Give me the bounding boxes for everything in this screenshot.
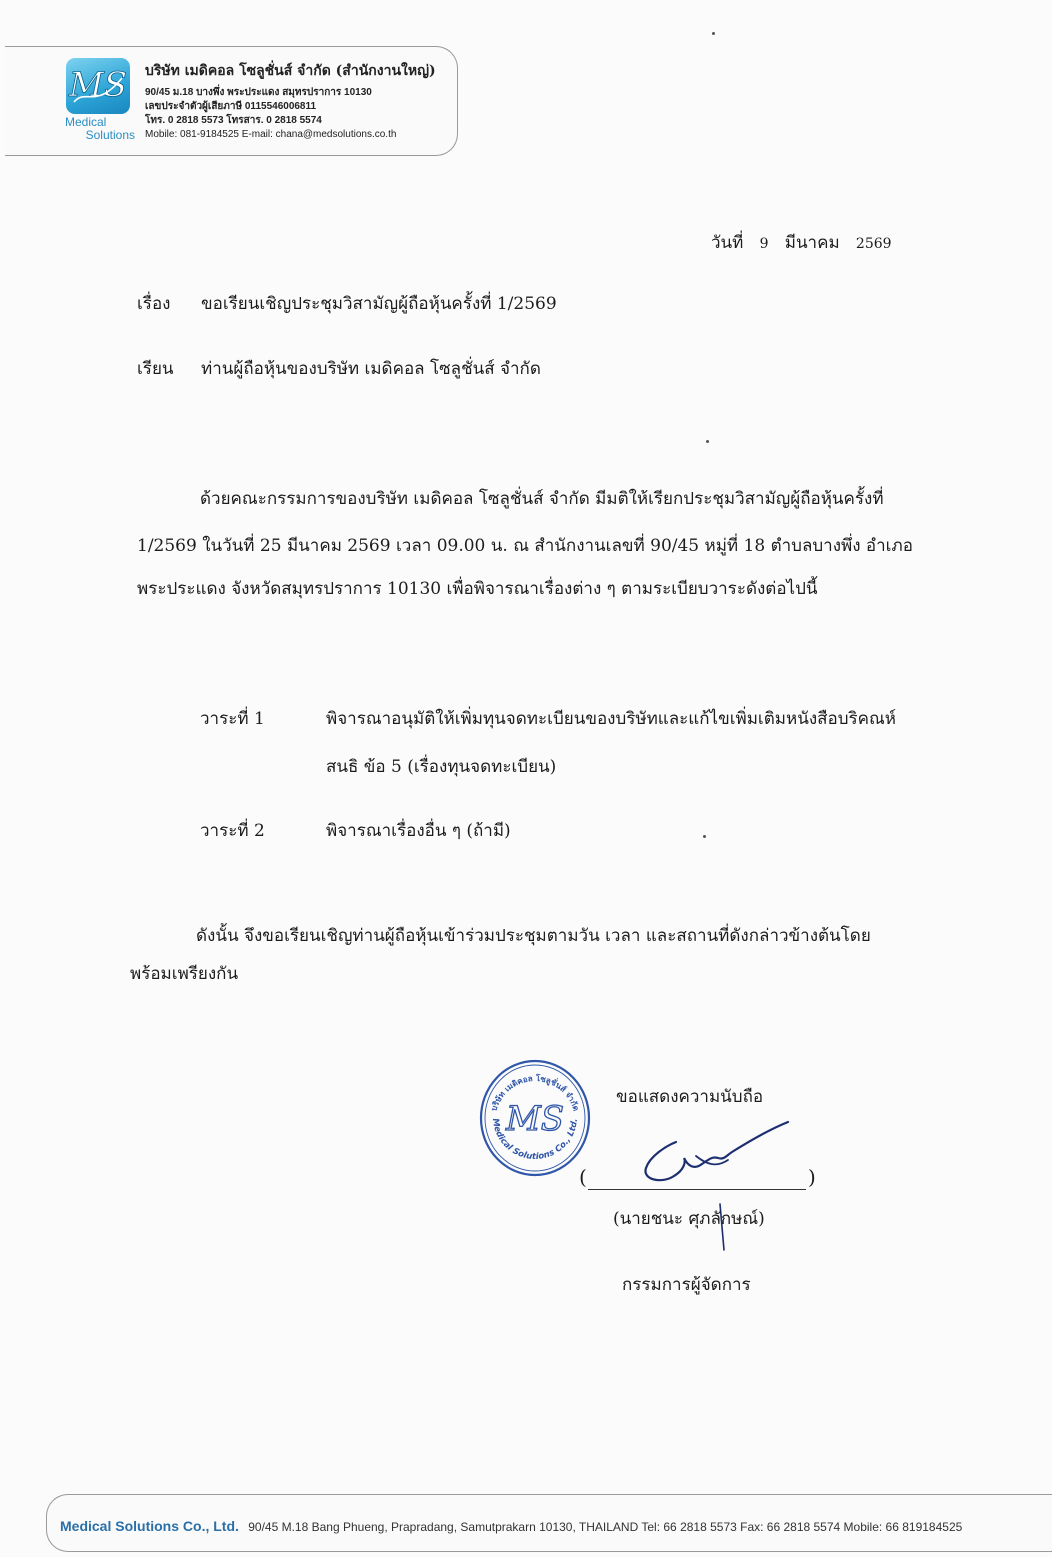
- logo-word-medical: Medical: [65, 115, 107, 129]
- footer: [60, 1518, 962, 1534]
- company-seal: [477, 1057, 593, 1179]
- svg-text:บริษัท เมดิคอล โซลูชั่นส์ จำกั: บริษัท เมดิคอล โซลูชั่นส์ จำกัด: [489, 1073, 581, 1113]
- letter-date: [711, 232, 892, 255]
- footer-details: 90/45 M.18 Bang Phueng, Prapradang, Samutprakarn 10130, THAILAND Tel: 66 2818 5573 Fax: 66 2818 5574 Mobile: 66 819184525: [248, 1520, 963, 1534]
- company-logo: [66, 58, 130, 114]
- date-month: มีนาคม: [784, 233, 840, 253]
- signer-name: (นายชนะ ศุภลักษณ์): [613, 1209, 765, 1229]
- scan-speck: [706, 440, 709, 443]
- body-paragraph-line-2: 1/2569 ในวันที่ 25 มีนาคม 2569 เวลา 09.00 น. ณ สำนักงานเลขที่ 90/45 หมู่ที่ 18 ตำบลบางพึ่ง อำเภอ: [137, 536, 913, 556]
- letterhead-address: 90/45 ม.18 บางพึ่ง พระประแดง สมุทรปราการ 10130: [145, 87, 372, 98]
- date-day: 9: [759, 236, 769, 252]
- scan-speck: [712, 32, 715, 35]
- body-paragraph-line-3: พระประแดง จังหวัดสมุทรปราการ 10130 เพื่อพิจารณาเรื่องต่าง ๆ ตามระเบียบวาระดังต่อไปนี้: [137, 579, 818, 599]
- closing-line-1: ดังนั้น จึงขอเรียนเชิญท่านผู้ถือหุ้นเข้าร่วมประชุมตามวัน เวลา และสถานที่ดังกล่าวข้างต้นโดย: [196, 926, 871, 946]
- signature-line: [588, 1189, 806, 1190]
- signature-paren-close: ): [808, 1165, 816, 1189]
- subject-text: ขอเรียนเชิญประชุมวิสามัญผู้ถือหุ้นครั้งที่ 1/2569: [201, 294, 557, 314]
- subject-label: เรื่อง: [137, 294, 171, 314]
- scan-speck: [703, 835, 706, 838]
- date-prefix: วันที่: [711, 233, 744, 253]
- recipient-label: เรียน: [137, 359, 174, 379]
- sincerely-text: ขอแสดงความนับถือ: [616, 1087, 764, 1107]
- footer-company: Medical Solutions Co., Ltd.: [60, 1518, 239, 1534]
- letterhead-mobile-email: Mobile: 081-9184525 E-mail: chana@medsolutions.co.th: [145, 129, 397, 140]
- recipient-text: ท่านผู้ถือหุ้นของบริษัท เมดิคอล โซลูชั่นส์ จำกัด: [201, 359, 541, 379]
- letterhead-phone-fax: โทร. 0 2818 5573 โทรสาร. 0 2818 5574: [145, 115, 322, 126]
- logo-word-solutions: Solutions: [85, 128, 135, 142]
- body-paragraph-line-1: ด้วยคณะกรรมการของบริษัท เมดิคอล โซลูชั่นส์ จำกัด มีมติให้เรียกประชุมวิสามัญผู้ถือหุ้นครั้งที่: [200, 489, 884, 509]
- agenda-2-label: วาระที่ 2: [200, 821, 265, 841]
- svg-text:MS: MS: [68, 65, 128, 105]
- letterhead-text: [145, 60, 436, 142]
- logo-caption: [60, 116, 135, 142]
- agenda-2-text: พิจารณาเรื่องอื่น ๆ (ถ้ามี): [326, 821, 511, 841]
- letterhead-tax-id: เลขประจำตัวผู้เสียภาษี 0115546006811: [145, 101, 317, 112]
- date-year: 2569: [855, 236, 892, 252]
- signature-paren-open: (: [579, 1165, 587, 1189]
- svg-text:Medical Solutions Co., Ltd.: Medical Solutions Co., Ltd.: [489, 1117, 580, 1163]
- handwritten-signature: [636, 1112, 796, 1252]
- agenda-1-text-line-2: สนธิ ข้อ 5 (เรื่องทุนจดทะเบียน): [326, 757, 557, 777]
- agenda-1-label: วาระที่ 1: [200, 709, 265, 729]
- svg-text:MS: MS: [505, 1099, 565, 1139]
- signer-title: กรรมการผู้จัดการ: [622, 1275, 751, 1295]
- agenda-1-text-line-1: พิจารณาอนุมัติให้เพิ่มทุนจดทะเบียนของบริษัทและแก้ไขเพิ่มเติมหนังสือบริคณห์: [326, 709, 896, 729]
- closing-line-2: พร้อมเพรียงกัน: [130, 964, 239, 984]
- letterhead-company-name: บริษัท เมดิคอล โซลูชั่นส์ จำกัด (สำนักงานใหญ่): [145, 63, 436, 79]
